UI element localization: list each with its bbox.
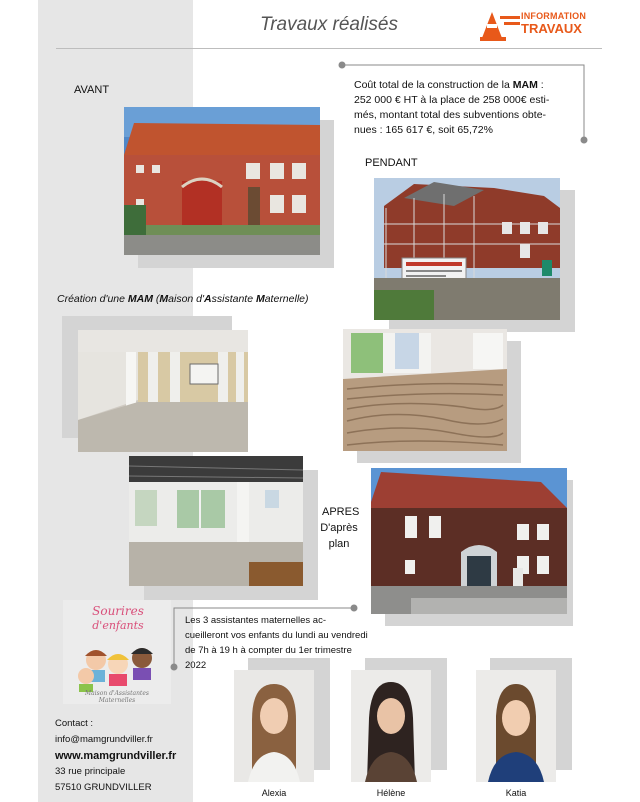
name-alexia: Alexia (261, 788, 287, 798)
portrait-alexia (234, 670, 314, 782)
logo-text-information: INFORMATION (521, 11, 587, 21)
photo-house-before (124, 107, 320, 255)
cost-line2: 252 000 € HT à la place de 258 000€ esti- (354, 94, 550, 106)
cost-mam: MAM (512, 79, 538, 91)
assistants-line1: Les 3 assistantes maternelles ac- (185, 615, 326, 626)
caption-part: Création d'une (57, 293, 128, 305)
assistants-line4: 2022 (185, 660, 207, 671)
label-pendant: PENDANT (365, 157, 418, 169)
portrait-katia (476, 670, 556, 782)
creation-caption (57, 293, 309, 305)
logo-text-travaux: TRAVAUX (521, 21, 582, 36)
caption-initial: A (204, 293, 212, 305)
cost-line3: més, montant total des subventions obte- (354, 109, 547, 121)
label-plan: plan (328, 538, 350, 550)
caption-mam: MAM (127, 293, 153, 305)
mam-logo-subtitle: d'enfants (92, 619, 144, 632)
page-title: Travaux réalisés (260, 14, 398, 35)
label-apres: APRES (322, 506, 360, 518)
caption-initial: M (159, 293, 169, 305)
header-divider (56, 48, 602, 49)
photo-construction (374, 178, 560, 320)
mam-logo-title: Sourires (92, 604, 144, 618)
cost-line1-post: : (537, 79, 544, 91)
cost-line4: nues : 165 617 €, soit 65,72% (354, 124, 493, 136)
contact-city: 57510 GRUNDVILLER (55, 782, 152, 793)
photo-interior-2 (129, 456, 303, 586)
contact-block (55, 716, 176, 796)
photo-house-after (371, 468, 567, 614)
caption-part: aison d' (168, 293, 205, 305)
caption-initial: M (255, 293, 265, 305)
contact-website[interactable]: www.mamgrundviller.fr (55, 750, 177, 762)
label-dapres: D'après (320, 522, 358, 534)
cost-description (354, 78, 584, 138)
mam-logo-tagline: Maison d'Assistantes Maternelles (85, 690, 149, 704)
assistants-line2: cueilleront vos enfants du lundi au vendredi (185, 630, 368, 641)
caption-part: ssistante (211, 293, 256, 305)
contact-street: 33 rue principale (55, 766, 126, 777)
portrait-helene (351, 670, 431, 782)
name-helene: Hélène (376, 788, 406, 798)
caption-part: aternelle) (264, 293, 309, 305)
cost-line1-pre: Coût total de la construction de la (354, 79, 513, 91)
photo-interior-1 (78, 330, 248, 452)
caption-part: ( (152, 293, 160, 305)
contact-email[interactable]: info@mamgrundviller.fr (55, 734, 153, 745)
sourires-denfants-logo (66, 602, 168, 702)
photo-interior-floor-heating (343, 329, 507, 451)
contact-label: Contact : (55, 718, 94, 729)
assistants-line3: de 7h à 19 h à compter du 1er trimestre (185, 645, 352, 656)
name-katia: Katia (505, 788, 527, 798)
label-avant: AVANT (74, 84, 110, 96)
